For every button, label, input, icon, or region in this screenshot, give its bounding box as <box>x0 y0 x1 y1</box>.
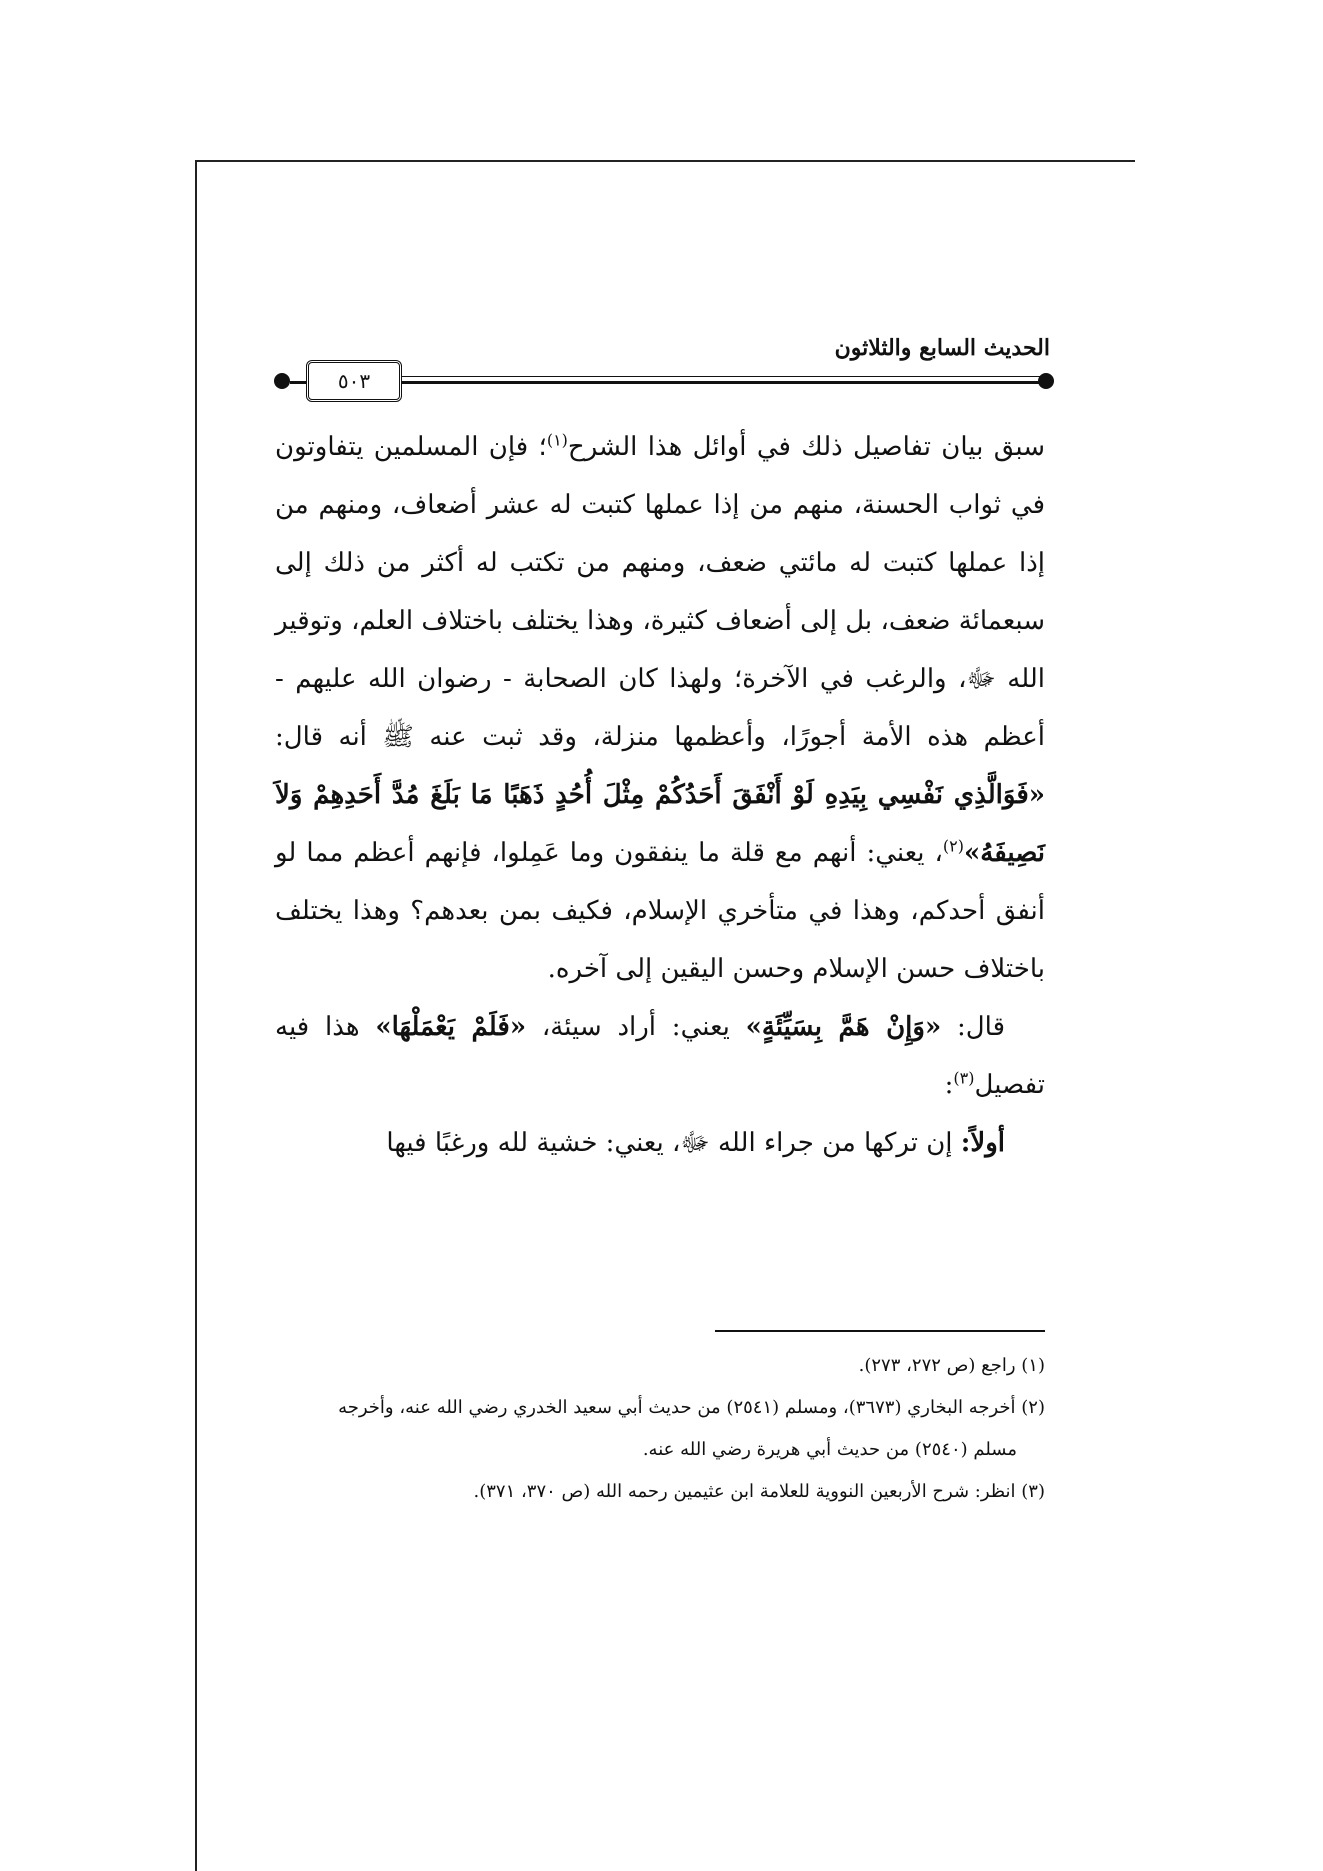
hadith-quote: «فَوَالَّذِي نَفْسِي بِيَدِهِ لَوْ أَنْفَقَ أَحَدُكُمْ مِثْلَ أُحُدٍ ذَهَبًا مَا بَلَغَ مُدَّ أَحَدِهِمْ وَلاَ نَصِيفَهُ» <box>275 780 1045 868</box>
ornament-dot-left <box>274 373 290 389</box>
main-text <box>275 418 1045 1172</box>
text-run: ؛ فإن المسلمين يتفاوتون في ثواب الحسنة، منهم من إذا عملها كتبت له عشر أضعاف، ومنهم من إذا عملها كتبت له مائتي ضعف، ومنهم من تكتب له أكثر من ذلك إلى سبعمائة ضعف، بل إلى أضعاف كثيرة، وهذا يختلف باختلاف العلم، وتوقير الله ﷻ، والرغب في الآخرة؛ ولهذا كان الصحابة - رضوان الله عليهم - أعظم هذه الأمة أجورًا، وأعظمها منزلة، وقد ثبت عنه ﷺ أنه قال: <box>275 432 1045 752</box>
point-heading: أولاً: <box>960 1128 1005 1158</box>
footnote-1: (١) راجع (ص ٢٧٢، ٢٧٣). <box>858 1355 1045 1376</box>
scan-frame-top <box>195 160 1135 162</box>
chapter-title: الحديث السابع والثلاثون <box>834 335 1050 361</box>
footnotes <box>275 1345 1045 1513</box>
text-run: هذا فيه تفصيل <box>275 1012 1045 1100</box>
header-rule <box>290 381 1040 384</box>
running-header <box>270 335 1050 395</box>
footnote-3: (٣) انظر: شرح الأربعين النووية للعلامة ابن عثيمين رحمه الله (ص ٣٧٠، ٣٧١). <box>473 1481 1045 1502</box>
text-run: ، يعني: أنهم مع قلة ما ينفقون وما عَمِلوا، فإنهم أعظم مما لو أنفق أحدكم، وهذا في متأخري الإسلام، فكيف بمن بعدهم؟ وهذا يختلف باختلاف حسن الإسلام وحسن اليقين إلى آخره. <box>275 838 1045 984</box>
hadith-quote: «وَإِنْ هَمَّ بِسَيِّئَةٍ» <box>745 1012 942 1042</box>
paragraph-3 <box>275 1114 1045 1172</box>
footnote-ref-3: (٣) <box>953 1068 975 1088</box>
text-run: يعني: أراد سيئة، <box>526 1012 746 1042</box>
text-run: : <box>944 1070 954 1100</box>
footnote-separator <box>715 1330 1045 1332</box>
footnote-2: (٢) أخرجه البخاري (٣٦٧٣)، ومسلم (٢٥٤١) من حديث أبي سعيد الخدري رضي الله عنه، وأخرجه <box>338 1397 1045 1418</box>
page-number: ٥٠٣ <box>306 360 402 402</box>
hadith-quote: «فَلَمْ يَعْمَلْهَا» <box>375 1012 527 1042</box>
text-run: إن تركها من جراء الله ﷻ، يعني: خشية لله ورغبًا فيها <box>386 1128 961 1158</box>
paragraph-2 <box>275 998 1045 1114</box>
text-run: قال: <box>941 1012 1005 1042</box>
footnote-2-continued: مسلم (٢٥٤٠) من حديث أبي هريرة رضي الله عنه. <box>642 1439 1017 1460</box>
footnote-ref-1: (١) <box>546 430 568 450</box>
text-run: سبق بيان تفاصيل ذلك في أوائل هذا الشرح <box>567 432 1046 462</box>
scan-frame-left <box>195 160 197 1871</box>
paragraph-1 <box>275 418 1045 998</box>
ornament-dot-right <box>1038 373 1054 389</box>
header-rule-thin <box>400 376 1040 377</box>
footnote-ref-2: (٢) <box>942 836 965 856</box>
